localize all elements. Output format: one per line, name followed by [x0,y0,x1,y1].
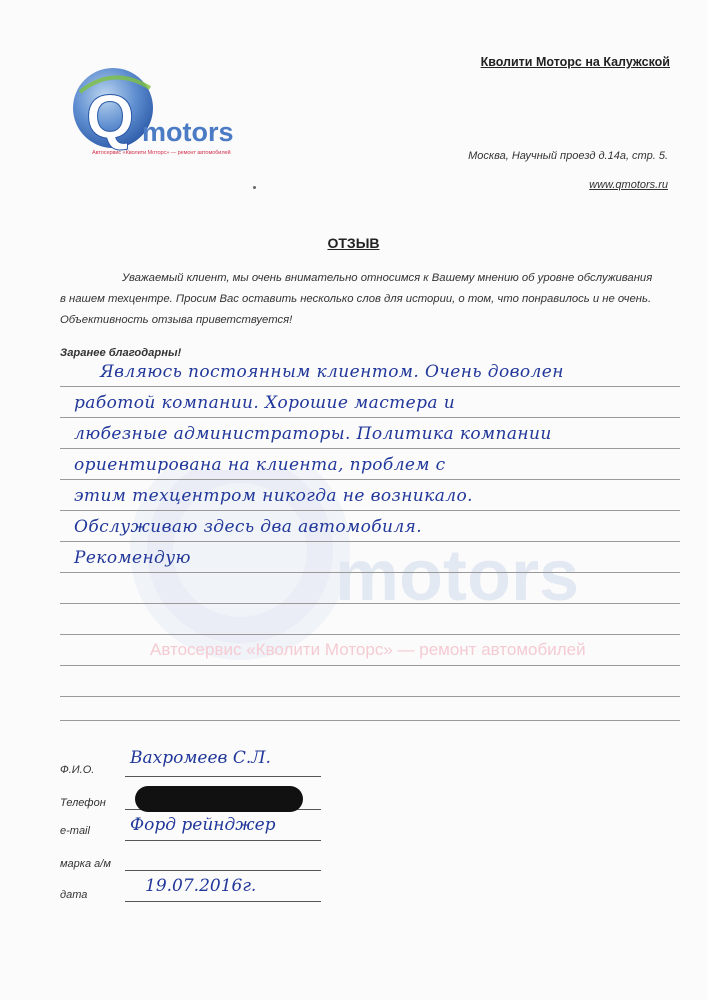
review-line-rule [60,479,680,480]
car-field-line [125,870,321,871]
review-line-rule [60,417,680,418]
form-thanks: Заранее благодарны! [60,347,182,359]
review-line-rule [60,696,680,697]
email-field-line [125,840,321,841]
watermark-tagline: Автосервис «Кволити Моторс» — ремонт автомобилей [150,640,586,659]
date-field-line [125,901,321,902]
company-address: Москва, Научный проезд д.14а, стр. 5. [468,150,668,162]
company-name: Кволити Моторс на Калужской [480,55,670,69]
phone-redacted [135,786,303,812]
phone-label: Телефон [60,797,106,809]
review-line-rule [60,572,680,573]
name-label: Ф.И.О. [60,764,95,776]
form-title: ОТЗЫВ [327,235,380,251]
decorative-dot [253,186,256,189]
email-label: e-mail [60,825,90,837]
review-text-line: этим техцентром никогда не возникало. [74,486,473,506]
review-line-rule [60,634,680,635]
email-value: Форд рейнджер [130,815,276,835]
logo-wordmark: motors [142,117,234,147]
logo-letter: Q [86,83,135,152]
watermark-wordmark: motors [335,536,580,616]
logo-tagline: Автосервис «Кволити Моторс» — ремонт автомобилей [92,150,231,156]
review-line-rule [60,603,680,604]
company-website-link[interactable]: www.qmotors.ru [589,179,668,191]
review-text-line: Рекомендую [74,548,191,568]
review-line-rule [60,720,680,721]
review-text-line: любезные администраторы. Политика компании [74,424,552,444]
review-line-rule [60,510,680,511]
review-line-rule [60,665,680,666]
review-line-rule [60,448,680,449]
review-text-line: ориентирована на клиента, проблем с [74,455,446,475]
car-label: марка а/м [60,858,111,870]
review-text-line: работой компании. Хорошие мастера и [74,393,456,413]
name-value: Вахромеев С.Л. [130,748,271,768]
review-line-rule [60,386,680,387]
form-intro [60,268,658,331]
date-label: дата [60,889,88,901]
review-line-rule [60,541,680,542]
date-value: 19.07.2016г. [145,876,257,896]
name-field-line [125,776,321,777]
review-text-line: Являюсь постоянным клиентом. Очень доволен [100,362,564,382]
form-intro-text: Уважаемый клиент, мы очень внимательно относимся к Вашему мнению об уровне обслуживания в нашем техцентре. Просим Вас оставить несколько слов для истории, о том, что понравилось и не очень. Объективность отзыва приветствуется! [60,272,653,326]
review-text-line: Обслуживаю здесь два автомобиля. [74,517,423,537]
